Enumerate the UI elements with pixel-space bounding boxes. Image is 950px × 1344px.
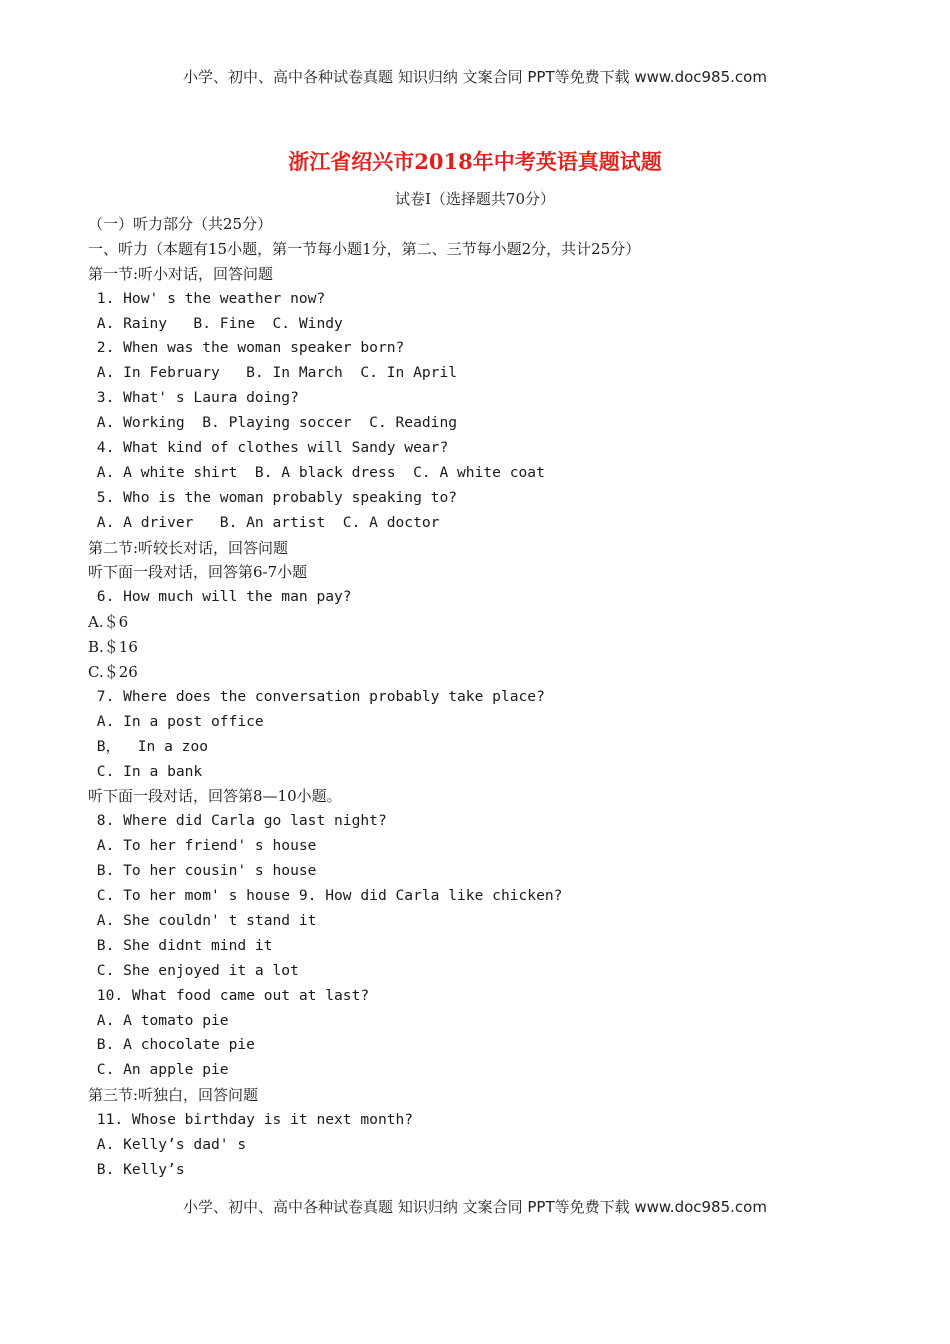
exam-line: 听下面一段对话，回答第8—10小题。: [88, 787, 342, 806]
exam-line: A. A white shirt B. A black dress C. A white coat: [88, 463, 545, 481]
exam-line: 第二节:听较长对话，回答问题: [88, 538, 289, 557]
exam-line: 1. How' s the weather now?: [88, 289, 326, 307]
exam-line: 2. When was the woman speaker born?: [88, 339, 405, 357]
exam-line: A. Kelly’s dad' s: [88, 1135, 247, 1153]
exam-line: A. In a post office: [88, 712, 264, 730]
exam-line: C.＄26: [88, 663, 138, 682]
exam-line: 11. Whose birthday is it next month?: [88, 1111, 414, 1129]
exam-line: B. A chocolate pie: [88, 1036, 255, 1054]
exam-line: 10. What food came out at last?: [88, 986, 370, 1004]
exam-line: A. In February B. In March C. In April: [88, 364, 458, 382]
exam-line: 4. What kind of clothes will Sandy wear?: [88, 439, 449, 457]
exam-line: 7. Where does the conversation probably take place?: [88, 687, 545, 705]
exam-line: 5. Who is the woman probably speaking to?: [88, 488, 458, 506]
exam-line: B. Kelly’s: [88, 1160, 185, 1178]
exam-line: B.＄16: [88, 638, 138, 657]
exam-line: A. A driver B. An artist C. A doctor: [88, 513, 440, 531]
exam-line: A. Rainy B. Fine C. Windy: [88, 314, 343, 332]
exam-line: C. An apple pie: [88, 1061, 229, 1079]
exam-body: [88, 212, 888, 1183]
exam-line: 8. Where did Carla go last night?: [88, 812, 387, 830]
exam-line: A. To her friend' s house: [88, 837, 317, 855]
exam-line: A. Working B. Playing soccer C. Reading: [88, 414, 458, 432]
exam-line: C. To her mom' s house 9. How did Carla like chicken?: [88, 887, 563, 905]
exam-line: 3. What' s Laura doing?: [88, 389, 299, 407]
exam-line: C. In a bank: [88, 762, 203, 780]
exam-line: 第三节:听独白，回答问题: [88, 1086, 259, 1105]
exam-line: A.＄6: [88, 613, 129, 632]
exam-line: 一、听力（本题有15小题，第一节每小题1分，第二、三节每小题2分，共计25分）: [88, 239, 641, 258]
exam-line: B， In a zoo: [88, 737, 209, 755]
page-header: 小学、初中、高中各种试卷真题 知识归纳 文案合同 PPT等免费下载 www.doc985.com: [183, 68, 767, 86]
document-title: 浙江省绍兴市2018年中考英语真题试题: [288, 149, 662, 174]
exam-line: 6. How much will the man pay?: [88, 588, 352, 606]
document-subtitle: 试卷I（选择题共70分）: [394, 190, 555, 208]
exam-line: A. She couldn' t stand it: [88, 911, 317, 929]
exam-line: （一）听力部分（共25分）: [88, 215, 273, 233]
exam-line: A. A tomato pie: [88, 1011, 229, 1029]
exam-line: B. She didnt mind it: [88, 936, 273, 954]
page-footer: 小学、初中、高中各种试卷真题 知识归纳 文案合同 PPT等免费下载 www.doc985.com: [183, 1198, 767, 1216]
exam-line: 第一节:听小对话，回答问题: [88, 264, 274, 283]
exam-line: 听下面一段对话，回答第6-7小题: [88, 563, 308, 582]
exam-line: B. To her cousin' s house: [88, 862, 317, 880]
exam-line: C. She enjoyed it a lot: [88, 961, 299, 979]
